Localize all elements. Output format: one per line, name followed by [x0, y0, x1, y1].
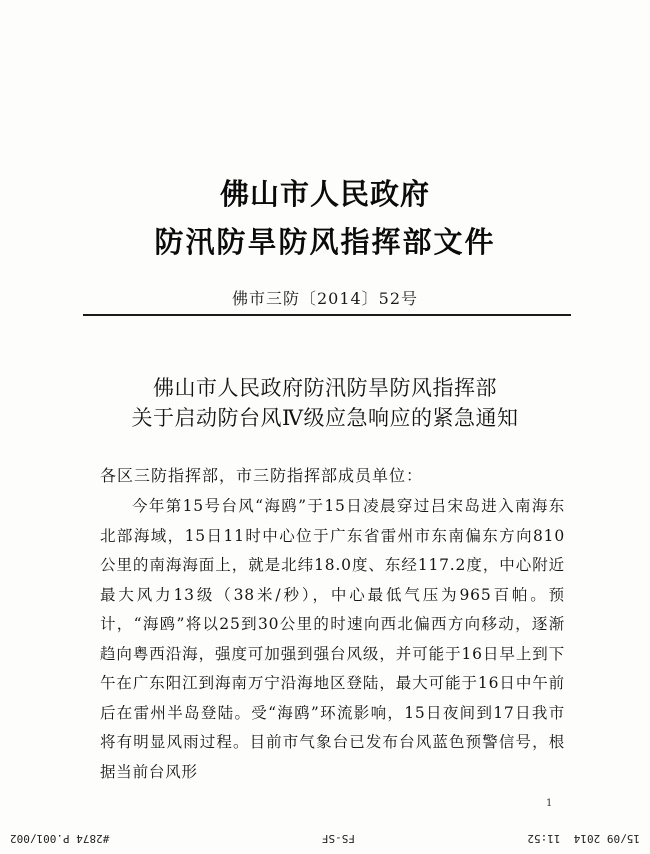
fax-page-count: #2874 P.001/002	[10, 832, 110, 845]
fax-timestamp: 15/09 2014 11:52	[527, 832, 640, 845]
header-divider	[83, 314, 571, 316]
body-paragraph: 今年第15号台风“海鸥”于15日凌晨穿过吕宋岛进入南海东北部海域，15日11时中心位于广东省雷州市东南偏东方向810公里的南海海面上，就是北纬18.0度、东经117.2度，中心附近最大风力13级（38米/秒），中心最低气压为965百帕。预计，“海鸥”将以25到30公里的时速向西北偏西方向移动，逐渐趋向粤西沿海，强度可加强到强台风级，并可能于16日早上到下午在广东阳江到海南万宁沿海地区登陆，最大可能于16日中午前后在雷州半岛登陆。受“海鸥”环流影响，15日夜间到17日我市将有明显风雨过程。目前市气象台已发布台风蓝色预警信号，根据当前台风形	[100, 497, 565, 781]
notice-title-line-1: 佛山市人民政府防汛防旱防风指挥部	[153, 376, 497, 400]
document-header-title: 防汛防旱防风指挥部文件	[154, 225, 496, 259]
notice-title-line-2: 关于启动防台风Ⅳ级应急响应的紧急通知	[131, 406, 519, 430]
fax-station-id: FS-SF	[321, 832, 355, 845]
salutation: 各区三防指挥部，市三防指挥部成员单位：	[100, 466, 424, 485]
issuing-organization: 佛山市人民政府	[219, 177, 430, 211]
fax-header-strip	[0, 828, 650, 848]
document-number: 佛市三防〔2014〕52号	[231, 289, 419, 308]
page-number: 1	[546, 798, 553, 809]
